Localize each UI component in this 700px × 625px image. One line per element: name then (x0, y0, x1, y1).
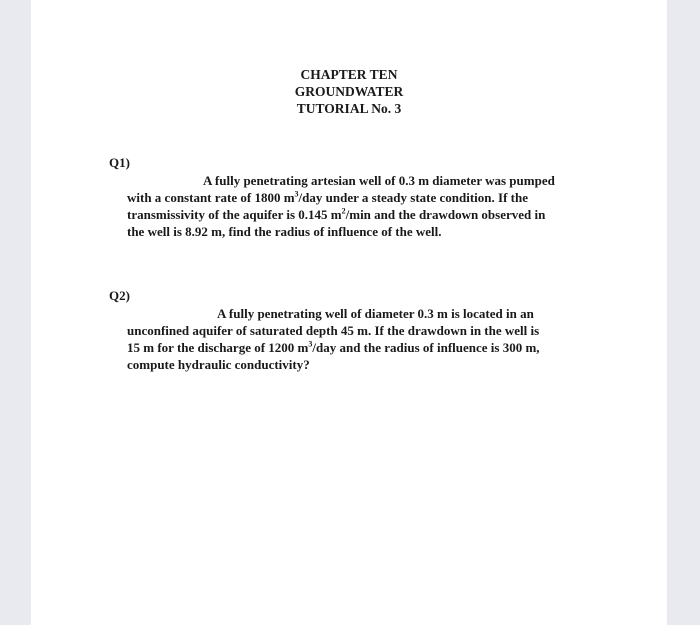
q1-line-4: the well is 8.92 m, find the radius of influence of the well. (127, 224, 442, 239)
question-1-text (127, 172, 575, 240)
q1-line-1: A fully penetrating artesian well of 0.3 m diameter was pumped (203, 173, 555, 188)
question-2-label: Q2) (109, 288, 130, 303)
q2-line-3b: /day and the radius of influence is 300 m, (312, 340, 540, 355)
q2-line-4: compute hydraulic conductivity? (127, 357, 310, 372)
tutorial-number: TUTORIAL No. 3 (296, 101, 402, 116)
q1-superscript-1: 3 (294, 189, 299, 199)
document-page (31, 0, 667, 625)
q2-line-1: A fully penetrating well of diameter 0.3 m is located in an (217, 306, 534, 321)
chapter-title: CHAPTER TEN (300, 67, 398, 82)
q1-line-2b: /day under a steady state condition. If the (298, 190, 528, 205)
question-2-text (127, 305, 575, 373)
q1-line-3a: transmissivity of the aquifer is 0.145 m (127, 207, 342, 222)
document-header (31, 66, 667, 117)
q2-line-2: unconfined aquifer of saturated depth 45 m. If the drawdown in the well is (127, 323, 540, 338)
q2-superscript-1: 3 (308, 339, 313, 349)
q1-line-3b: /min and the drawdown observed in (345, 207, 546, 222)
q1-superscript-2: 2 (341, 206, 346, 216)
question-1-label: Q1) (109, 155, 130, 170)
q1-line-2a: with a constant rate of 1800 m (127, 190, 295, 205)
q2-line-3a: 15 m for the discharge of 1200 m (127, 340, 309, 355)
chapter-subject: GROUNDWATER (294, 84, 404, 99)
